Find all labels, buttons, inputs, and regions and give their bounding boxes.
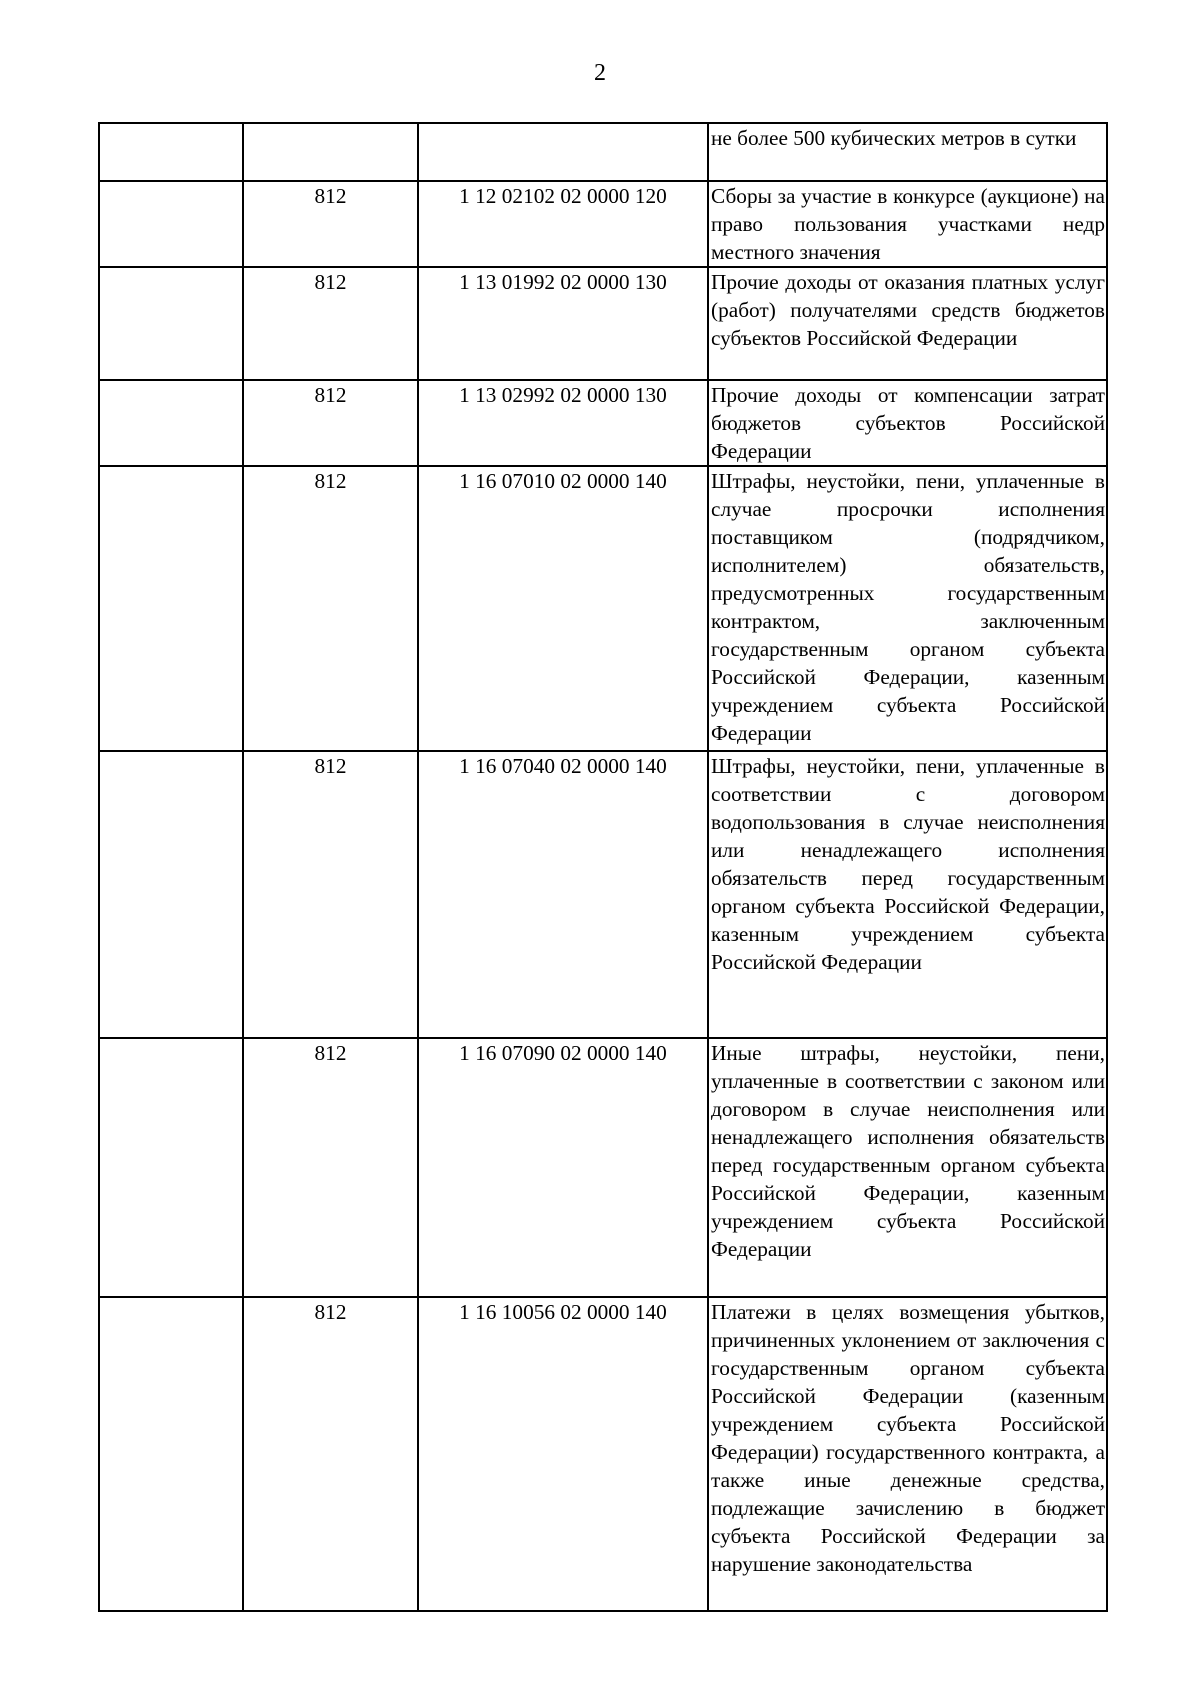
administrator-code-cell: 812 [243,181,418,267]
revenue-codes-table [98,122,1108,1612]
table-row [99,751,1107,1038]
revenue-code-cell [418,123,708,181]
table-row [99,1038,1107,1297]
table-row [99,466,1107,751]
empty-cell [99,123,243,181]
revenue-code-cell: 1 16 10056 02 0000 140 [418,1297,708,1611]
administrator-code-cell: 812 [243,1038,418,1297]
administrator-code-cell: 812 [243,466,418,751]
revenue-description-cell: Платежи в целях возмещения убытков, причиненных уклонением от заключения с государственным органом субъекта Российской Федерации (казенным учреждением субъекта Российской Федерации) государственного контракта, а также иные денежные средства, подлежащие зачислению в бюджет субъекта Российской Федерации за нарушение законодательства [708,1297,1107,1611]
revenue-description-cell: Сборы за участие в конкурсе (аукционе) на право пользования участками недр местного значения [708,181,1107,267]
administrator-code-cell: 812 [243,1297,418,1611]
revenue-code-cell: 1 13 01992 02 0000 130 [418,267,708,380]
empty-cell [99,1297,243,1611]
revenue-description-cell: Иные штрафы, неустойки, пени, уплаченные в соответствии с законом или договором в случае неисполнения или ненадлежащего исполнения обязательств перед государственным органом субъекта Российской Федерации, казенным учреждением субъекта Российской Федерации [708,1038,1107,1297]
revenue-description-cell: Прочие доходы от оказания платных услуг (работ) получателями средств бюджетов субъектов Российской Федерации [708,267,1107,380]
revenue-description-cell: Штрафы, неустойки, пени, уплаченные в случае просрочки исполнения поставщиком (подрядчиком, исполнителем) обязательств, предусмотренных государственным контрактом, заключенным государственным органом субъекта Российской Федерации, казенным учреждением субъекта Российской Федерации [708,466,1107,751]
administrator-code-cell [243,123,418,181]
administrator-code-cell: 812 [243,267,418,380]
table-row [99,1297,1107,1611]
empty-cell [99,751,243,1038]
page-number: 2 [594,60,606,86]
empty-cell [99,380,243,466]
revenue-description-cell: не более 500 кубических метров в сутки [708,123,1107,181]
table-row [99,123,1107,181]
empty-cell [99,466,243,751]
revenue-description-cell: Штрафы, неустойки, пени, уплаченные в соответствии с договором водопользования в случае неисполнения или ненадлежащего исполнения обязательств перед государственным органом субъекта Российской Федерации, казенным учреждением субъекта Российской Федерации [708,751,1107,1038]
administrator-code-cell: 812 [243,380,418,466]
table-row [99,380,1107,466]
table-row [99,181,1107,267]
table-row [99,267,1107,380]
revenue-code-cell: 1 16 07010 02 0000 140 [418,466,708,751]
revenue-code-cell: 1 12 02102 02 0000 120 [418,181,708,267]
revenue-code-cell: 1 16 07040 02 0000 140 [418,751,708,1038]
revenue-code-cell: 1 13 02992 02 0000 130 [418,380,708,466]
empty-cell [99,267,243,380]
empty-cell [99,181,243,267]
administrator-code-cell: 812 [243,751,418,1038]
revenue-code-cell: 1 16 07090 02 0000 140 [418,1038,708,1297]
empty-cell [99,1038,243,1297]
revenue-description-cell: Прочие доходы от компенсации затрат бюджетов субъектов Российской Федерации [708,380,1107,466]
